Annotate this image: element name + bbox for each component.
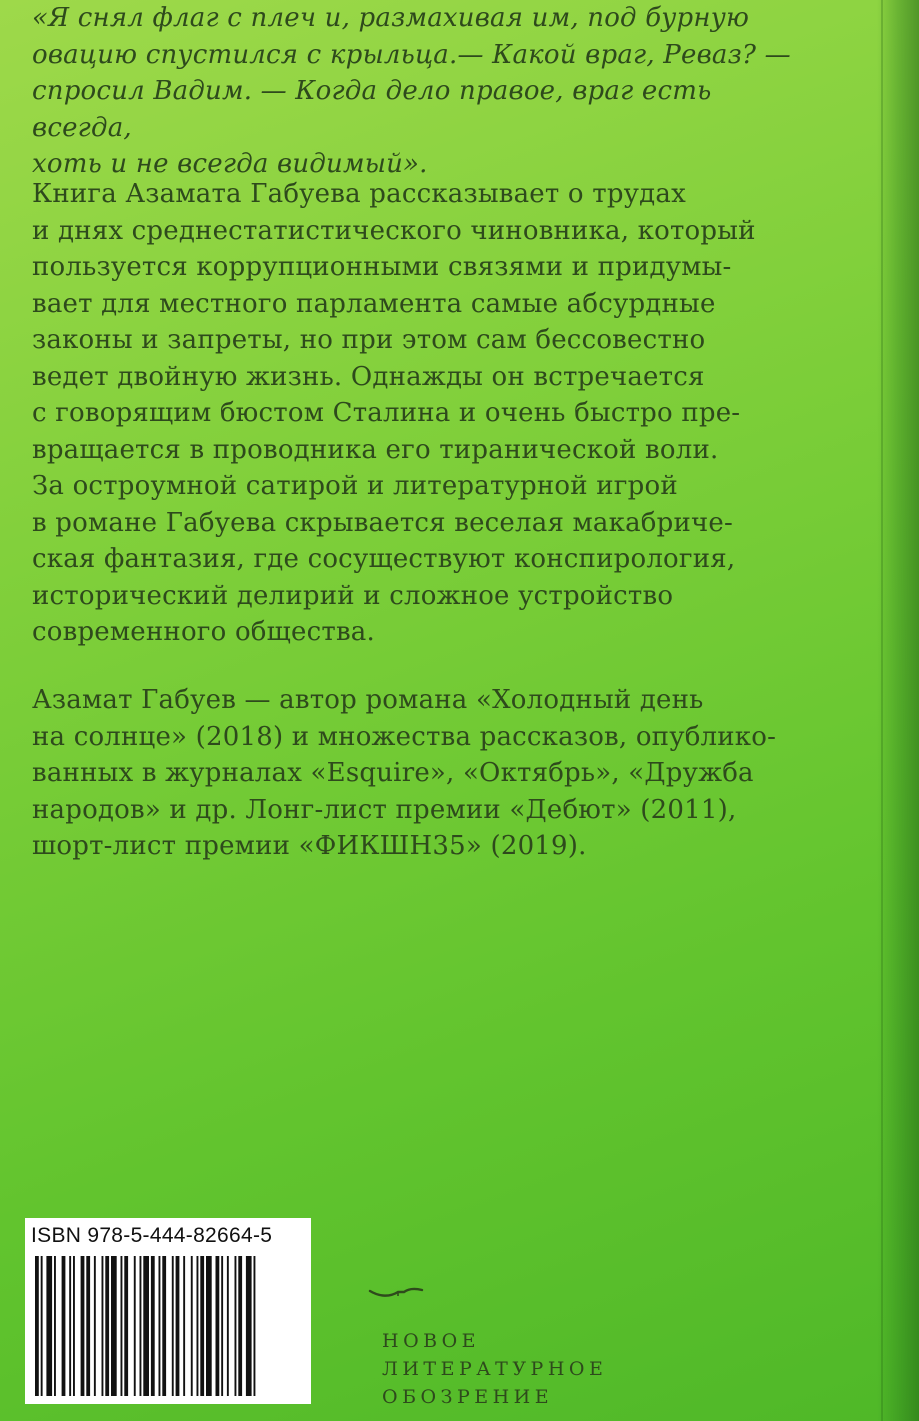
barcode-bar [134, 1256, 136, 1396]
barcode-bar [197, 1256, 199, 1396]
author-bio: Азамат Габуев — автор романа «Холодный день на солнце» (2018) и множества рассказов, опублико- ванных в журналах «Esquire», «Октябрь», «Дружба народов» и др. Лонг-лист премии «Дебют» (2011), шорт-лист премии «ФИКШН35» (2019). [32, 685, 777, 861]
barcode-bar [216, 1256, 220, 1396]
barcode-bar [235, 1256, 237, 1396]
barcode-bar [162, 1256, 166, 1396]
barcode-bar [94, 1256, 96, 1396]
barcode-bar [246, 1256, 252, 1396]
barcode-bar [62, 1256, 66, 1396]
barcode-bar [111, 1256, 117, 1396]
barcode-bar [238, 1256, 242, 1396]
barcode-bar [86, 1256, 90, 1396]
barcode-bar [183, 1256, 185, 1396]
isbn-label: ISBN 978-5-444-82664-5 [31, 1224, 273, 1247]
barcode-bar [191, 1256, 193, 1396]
barcode-bar [172, 1256, 174, 1396]
barcode-bar [159, 1256, 161, 1396]
barcode-bar [206, 1256, 212, 1396]
isbn-barcode-panel [25, 1218, 311, 1404]
epigraph-quote: «Я снял флаг с плеч и, размахивая им, под бурную овацию спустился с крыльца.— Какой враг, Реваз? — спросил Вадим. — Когда дело правое, враг есть всегда, хоть и не всегда видимый». [32, 3, 791, 179]
barcode-image [31, 1256, 303, 1396]
barcode-bar [41, 1256, 43, 1396]
barcode-bar [105, 1256, 109, 1396]
barcode-bar [254, 1256, 256, 1396]
barcode-bar [69, 1256, 71, 1396]
barcode-bar [81, 1256, 85, 1396]
publisher-name [382, 1327, 607, 1411]
barcode-bar [227, 1256, 229, 1396]
publisher-line-2: ЛИТЕРАТУРНОЕ [382, 1358, 608, 1380]
barcode-bar [35, 1256, 39, 1396]
barcode-bar [176, 1256, 180, 1396]
barcode-bar [221, 1256, 223, 1396]
nlo-logo-icon [368, 1285, 424, 1301]
barcode-bar [121, 1256, 123, 1396]
barcode-bar [140, 1256, 142, 1396]
barcode-bar [54, 1256, 56, 1396]
barcode-bar [46, 1256, 52, 1396]
spine-line [881, 0, 883, 1421]
barcode-bar [151, 1256, 155, 1396]
publisher-line-1: НОВОЕ [382, 1330, 481, 1352]
barcode-bar [102, 1256, 104, 1396]
barcode-bar [124, 1256, 128, 1396]
barcode-bar [143, 1256, 149, 1396]
publisher-line-3: ОБОЗРЕНИЕ [382, 1386, 554, 1408]
book-description: Книга Азамата Габуева рассказывает о трудах и днях среднестатистического чиновника, который пользуется коррупционными связями и придумы- вает для местного парламента самые абсурдные законы и запреты, но при этом сам бессовестно ведет двойную жизнь. Однажды он встречается с говорящим бюстом Сталина и очень быстро пре- вращается в проводника его тиранической воли. За остроумной сатирой и литературной игрой в романе Габуева скрывается веселая макабриче- ская фантазия, где сосуществуют конспирология, исторический делирий и сложное устройство современного общества. [32, 179, 756, 647]
spine-shadow [877, 0, 919, 1421]
publisher-logo [382, 1285, 607, 1411]
barcode-bar [73, 1256, 75, 1396]
barcode-bar [200, 1256, 204, 1396]
